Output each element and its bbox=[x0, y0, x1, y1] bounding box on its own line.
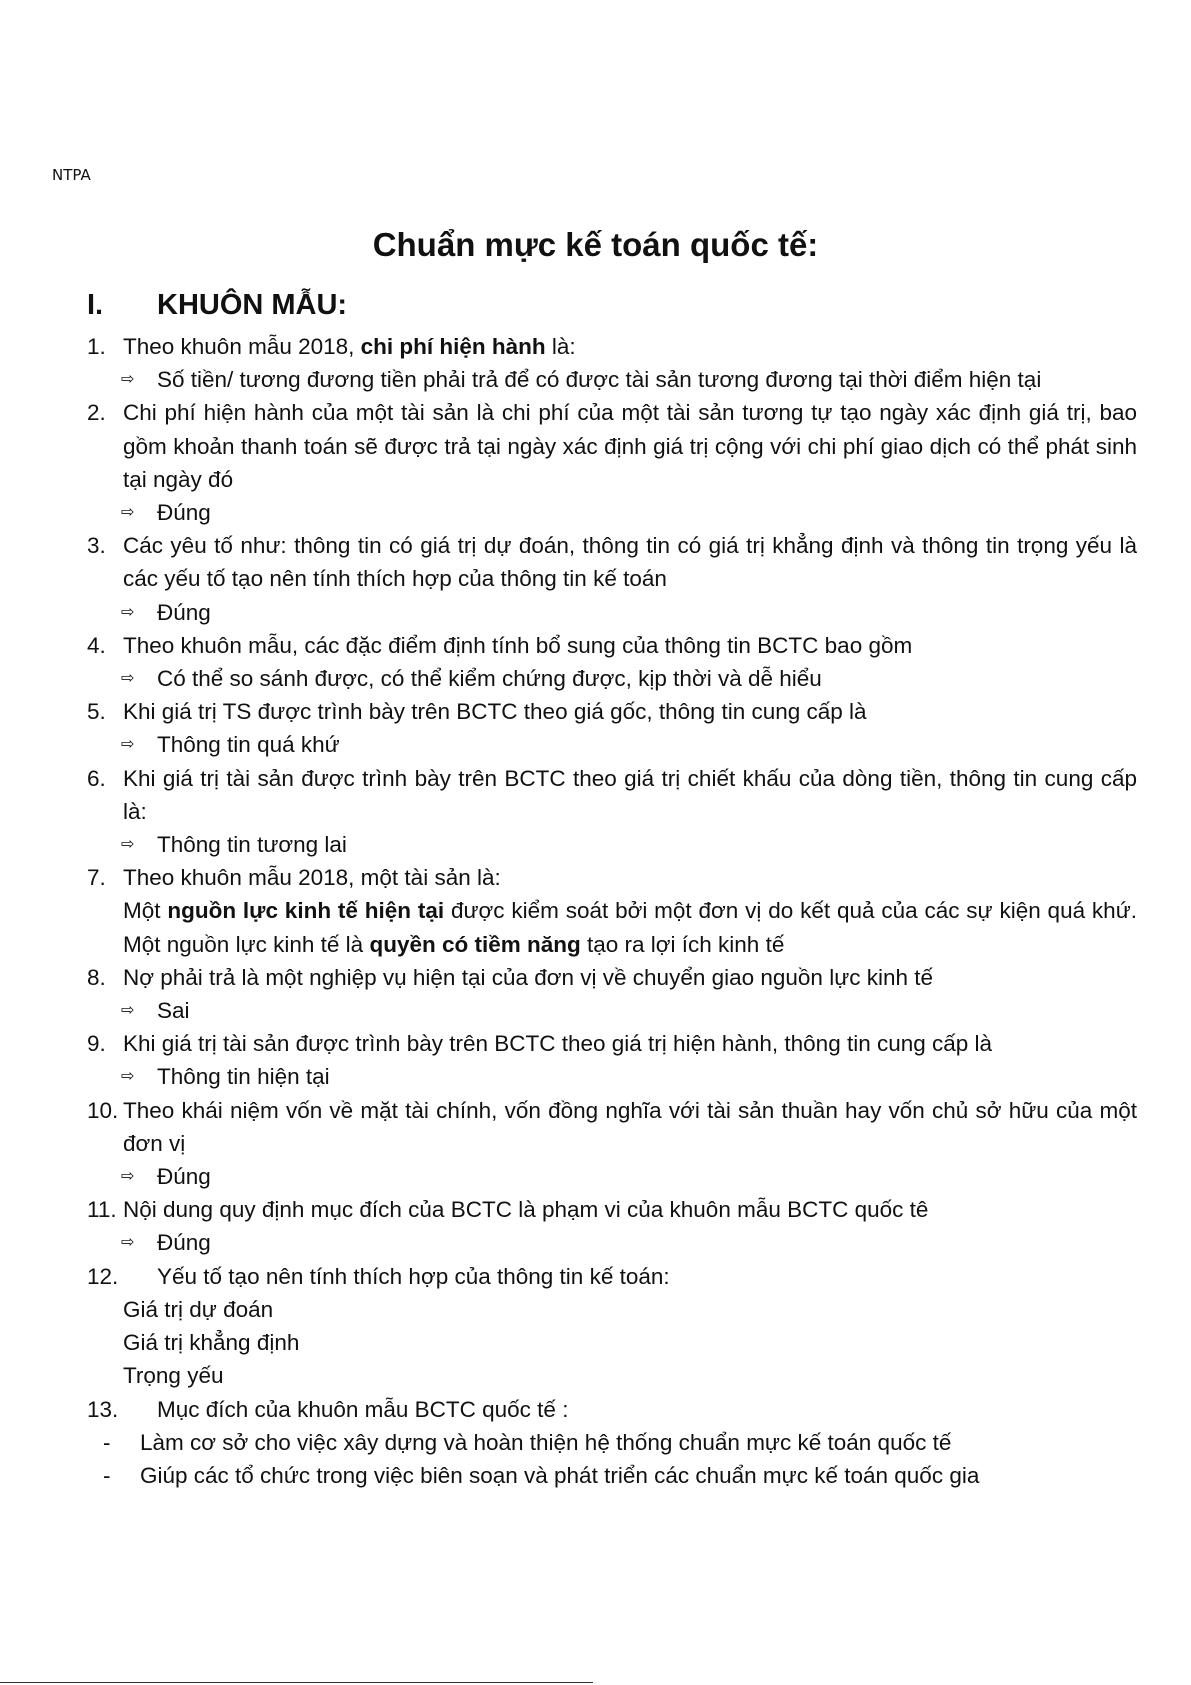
list-item: 8. Nợ phải trả là một nghiệp vụ hiện tại của đơn vị về chuyển giao nguồn lực kinh tế bbox=[87, 964, 934, 990]
list-item: 6. Khi giá trị tài sản được trình bày trên BCTC theo giá trị chiết khấu của dòng tiền, thông tin cung cấp là: bbox=[87, 765, 1137, 824]
arrow-icon: ⇨ bbox=[121, 670, 135, 688]
item-number: 1. bbox=[87, 334, 106, 359]
answer-line: ⇨ Sai bbox=[87, 994, 1137, 1027]
arrow-icon: ⇨ bbox=[121, 1002, 135, 1020]
arrow-icon: ⇨ bbox=[121, 736, 135, 754]
dash-bullet: - bbox=[103, 1462, 111, 1488]
arrow-icon: ⇨ bbox=[121, 504, 135, 522]
list-item: 11. Nội dung quy định mục đích của BCTC là phạm vi của khuôn mẫu BCTC quốc tê bbox=[87, 1197, 929, 1223]
answer-line: ⇨ Đúng bbox=[87, 1226, 1137, 1259]
section-number: I. bbox=[87, 289, 104, 321]
answer-line: ⇨ Đúng bbox=[87, 596, 1137, 629]
arrow-icon: ⇨ bbox=[121, 371, 135, 389]
list-item: 5. Khi giá trị TS được trình bày trên BCTC theo giá gốc, thông tin cung cấp là bbox=[87, 699, 867, 725]
list-item: 2. Chi phí hiện hành của một tài sản là chi phí của một tài sản tương tự tạo ngày xác định giá trị, bao gồm khoản thanh toán sẽ được trả tại ngày xác định giá trị cộng với chi phí giao dịch có thể phát sinh tại ngày đó bbox=[87, 400, 1137, 492]
answer-line: ⇨ Đúng bbox=[87, 496, 1137, 529]
list-item: 4. Theo khuôn mẫu, các đặc điểm định tính bổ sung của thông tin BCTC bao gồm bbox=[87, 632, 913, 658]
list-item: 7. Theo khuôn mẫu 2018, một tài sản là: bbox=[87, 865, 501, 891]
list-item: 12. Yếu tố tạo nên tính thích hợp của thông tin kế toán: bbox=[87, 1263, 670, 1289]
arrow-icon: ⇨ bbox=[121, 603, 135, 621]
answer-line: ⇨ Thông tin hiện tại bbox=[87, 1060, 1137, 1093]
list-item: 9. Khi giá trị tài sản được trình bày trên BCTC theo giá trị hiện hành, thông tin cung cấp là bbox=[87, 1031, 993, 1057]
answer-line: ⇨ Đúng bbox=[87, 1160, 1137, 1193]
arrow-icon: ⇨ bbox=[121, 1168, 135, 1186]
factor-line: Giá trị dự đoán bbox=[123, 1296, 274, 1322]
answer-line: ⇨ Số tiền/ tương đương tiền phải trả để có được tài sản tương đương tại thời điểm hiện tại bbox=[87, 363, 1137, 396]
dash-bullet: - bbox=[103, 1429, 111, 1455]
definition-text: Một nguồn lực kinh tế hiện tại được kiểm soát bởi một đơn vị do kết quả của các sự kiện quá khứ. Một nguồn lực kinh tế là quyền có tiềm năng tạo ra lợi ích kinh tế bbox=[123, 898, 1138, 957]
page-title: Chuẩn mực kế toán quốc tế: bbox=[372, 226, 819, 263]
answer-line: ⇨ Có thể so sánh được, có thể kiểm chứng được, kịp thời và dễ hiểu bbox=[87, 662, 1137, 695]
bullet-item: - Giúp các tổ chức trong việc biên soạn và phát triển các chuẩn mực kế toán quốc gia bbox=[87, 1459, 1137, 1492]
factor-line: Trọng yếu bbox=[123, 1363, 224, 1389]
section-label: KHUÔN MẪU: bbox=[157, 289, 348, 321]
answer-line: ⇨ Thông tin tương lai bbox=[87, 828, 1137, 861]
list-item: 13. Mục đích của khuôn mẫu BCTC quốc tế : bbox=[87, 1396, 569, 1422]
factor-line: Giá trị khẳng định bbox=[123, 1330, 300, 1356]
arrow-icon: ⇨ bbox=[121, 1068, 135, 1086]
list-item: 3. Các yêu tố như: thông tin có giá trị dự đoán, thông tin có giá trị khẳng định và thông tin trọng yếu là các yếu tố tạo nên tính thích hợp của thông tin kế toán bbox=[87, 533, 1137, 592]
footer-rule bbox=[0, 1682, 593, 1683]
list-item: 1. Theo khuôn mẫu 2018, chi phí hiện hành là: bbox=[87, 330, 1137, 363]
bullet-item: - Làm cơ sở cho việc xây dựng và hoàn thiện hệ thống chuẩn mực kế toán quốc tế bbox=[87, 1426, 1137, 1459]
section-heading bbox=[87, 289, 347, 322]
arrow-icon: ⇨ bbox=[121, 836, 135, 854]
header-mark: NTPA bbox=[52, 166, 91, 184]
list-item: 10. Theo khái niệm vốn về mặt tài chính, vốn đồng nghĩa với tài sản thuần hay vốn chủ sở hữu của một đơn vị bbox=[87, 1097, 1137, 1156]
arrow-icon: ⇨ bbox=[121, 1234, 135, 1252]
answer-line: ⇨ Thông tin quá khứ bbox=[87, 728, 1137, 761]
question-list bbox=[87, 330, 1137, 1492]
